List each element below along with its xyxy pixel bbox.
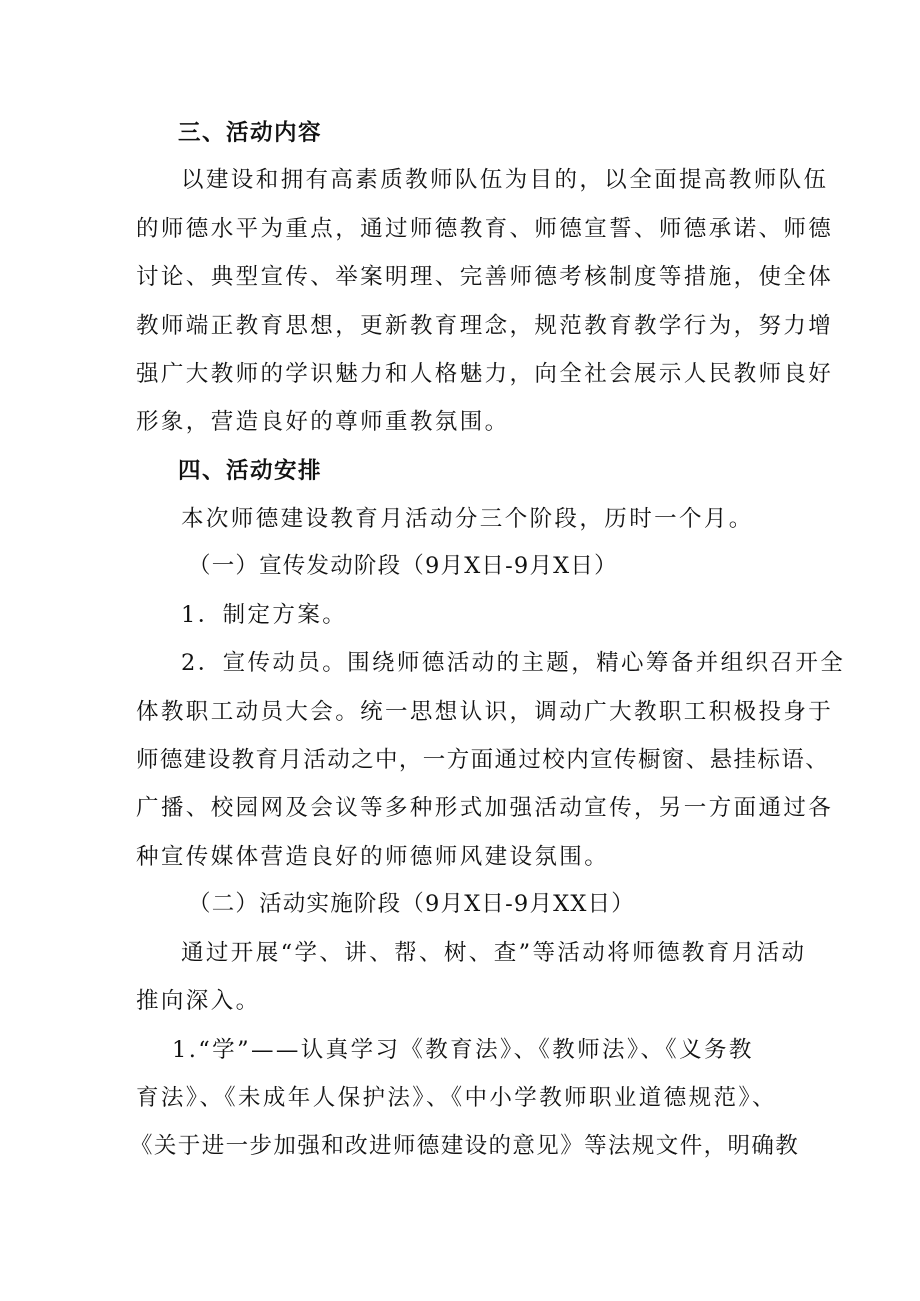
stage-2-intro-line: 通过开展“学、讲、帮、树、查”等活动将师德教育月活动 [181,940,807,966]
section-3-paragraph-line: 讨论、典型宣传、举案明理、完善师德考核制度等措施，使全体 [136,264,834,290]
stage-2-item-1-line: 1.“学”——认真学习《教育法》、《教师法》、《义务教 [172,1037,754,1063]
stage-1-item-2-line: 体教职工动员大会。统一思想认识，调动广大教职工积极投身于 [136,699,834,725]
stage-2-item-1-line: 《关于进一步加强和改进师德建设的意见》等法规文件，明确教 [130,1133,800,1159]
stage-1-title: （一）宣传发动阶段（9月X日-9月X日） [188,553,618,579]
stage-1-item-1: 1．制定方案。 [181,602,348,628]
stage-1-item-2-line: 种宣传媒体营造良好的师德师风建设氛围。 [136,844,610,870]
stage-2-title: （二）活动实施阶段（9月X日-9月XX日） [188,891,635,917]
section-3-paragraph-line: 形象，营造良好的尊师重教氛围。 [136,409,510,435]
section-3-paragraph-line: 教师端正教育思想，更新教育理念，规范教育教学行为，努力增 [136,313,834,339]
stage-2-item-1-line: 育法》、《未成年人保护法》、《中小学教师职业道德规范》、 [136,1085,777,1111]
stage-1-item-2-line: 师德建设教育月活动之中，一方面通过校内宣传橱窗、悬挂标语、 [136,747,830,773]
section-3-paragraph-line: 以建设和拥有高素质教师队伍为目的，以全面提高教师队伍 [181,167,829,193]
stage-1-item-2-line: 2．宣传动员。围绕师德活动的主题，精心筹备并组织召开全 [181,650,846,676]
section-4-heading: 四、活动安排 [178,458,323,484]
section-3-heading: 三、活动内容 [178,120,323,146]
section-3-paragraph-line: 强广大教师的学识魅力和人格魅力，向全社会展示人民教师良好 [136,361,834,387]
section-4-intro: 本次师德建设教育月活动分三个阶段，历时一个月。 [181,506,754,532]
stage-1-item-2-line: 广播、校园网及会议等多种形式加强活动宣传，另一方面通过各 [136,795,834,821]
section-3-paragraph-line: 的师德水平为重点，通过师德教育、师德宣誓、师德承诺、师德 [136,216,834,242]
stage-2-intro-line: 推向深入。 [136,988,261,1014]
